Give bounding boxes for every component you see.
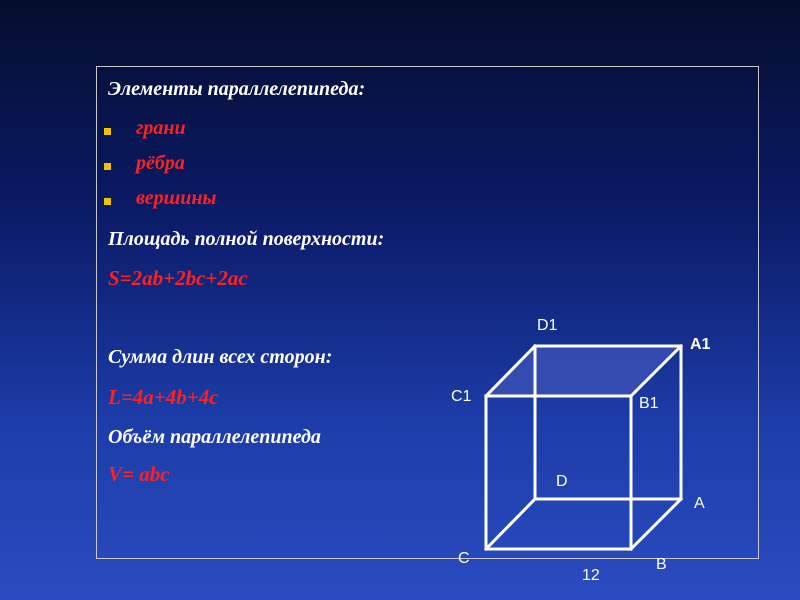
vertex-label-a: A — [694, 495, 705, 512]
vertex-label-d1: D1 — [537, 317, 558, 334]
dimension-label: 12 — [582, 567, 600, 584]
volume-label: Объём параллелепипеда — [108, 426, 321, 448]
bullet-edges: рёбра — [136, 152, 185, 174]
surface-area-label: Площадь полной поверхности: — [108, 228, 385, 250]
vertex-label-c1: C1 — [451, 388, 472, 405]
elements-heading: Элементы параллелепипеда: — [108, 78, 366, 100]
edge-b-a — [631, 499, 681, 549]
edges-sum-label: Сумма длин всех сторон: — [108, 346, 333, 368]
vertex-label-d: D — [556, 473, 568, 490]
bullet-faces: грани — [136, 117, 186, 139]
volume-formula: V= abc — [108, 462, 170, 486]
vertex-label-a1: A1 — [690, 336, 711, 353]
vertex-label-b1: B1 — [639, 395, 659, 412]
edge-c-d — [486, 499, 535, 549]
bullet-vertices: вершины — [136, 187, 217, 209]
edges-sum-formula: L=4a+4b+4c — [108, 385, 219, 409]
top-face — [486, 346, 681, 396]
vertex-label-c: C — [458, 550, 470, 567]
vertex-label-b: B — [656, 556, 667, 573]
surface-area-formula: S=2ab+2bc+2ac — [108, 266, 248, 290]
